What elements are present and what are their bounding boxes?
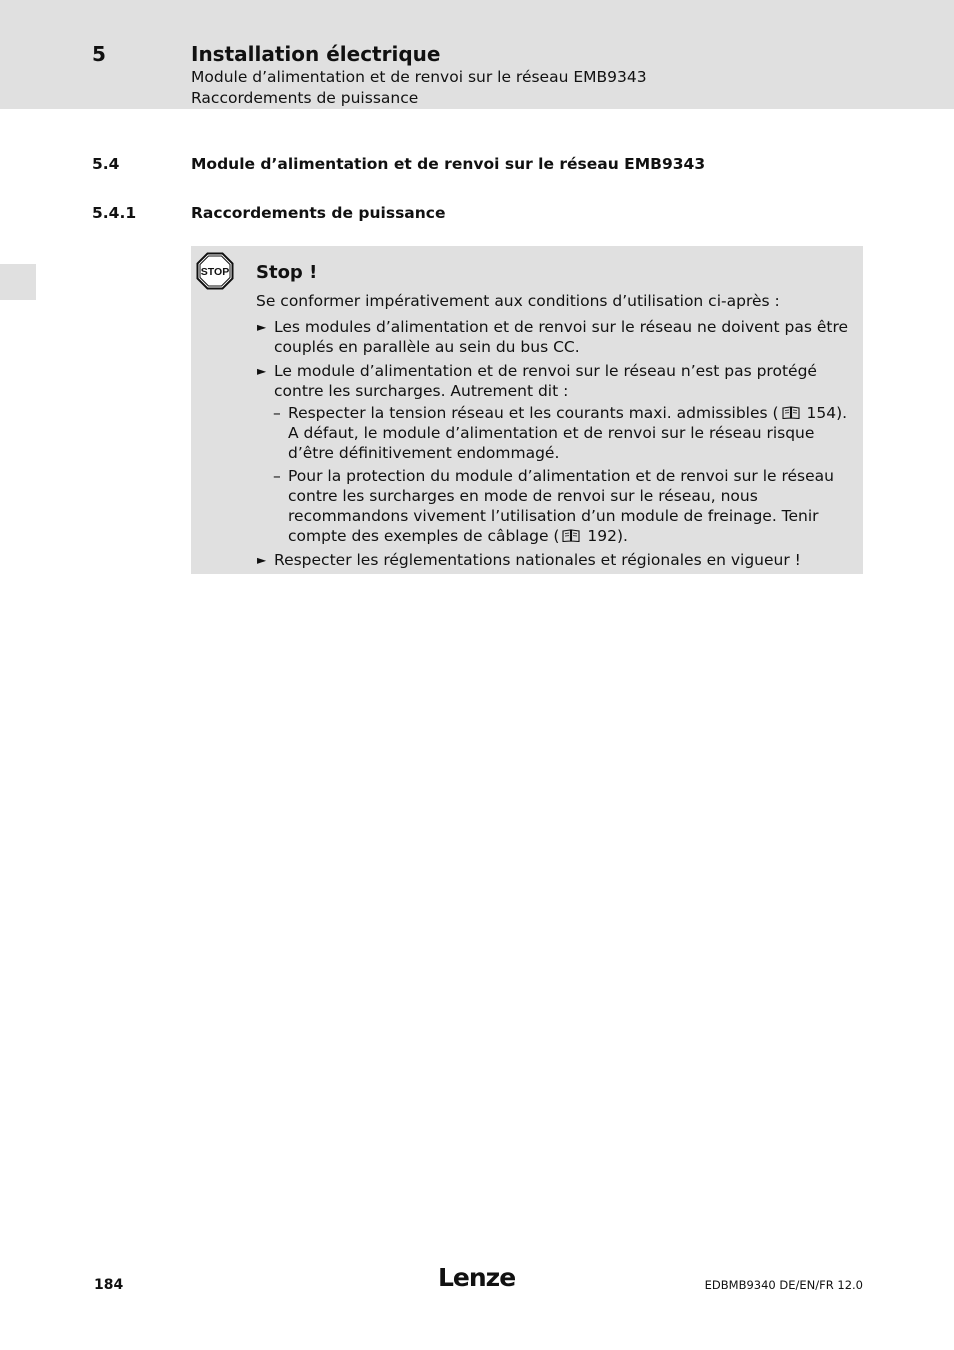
header-band: [0, 0, 954, 109]
subsection-number: 5.4.1: [92, 204, 137, 222]
chapter-side-tab: [0, 264, 36, 300]
chapter-number: 5: [92, 42, 106, 66]
stop-warning-box: [191, 246, 863, 574]
bullet-text: Respecter les réglementations nationales et régionales en vigueur !: [274, 551, 801, 569]
dash-text-end: ).: [617, 527, 628, 545]
stop-sign-icon: [196, 252, 234, 290]
bullet-marker: ►: [257, 364, 267, 378]
list-item: [256, 317, 856, 357]
book-reference-icon: [782, 406, 800, 419]
bullet-text: Les modules d’alimentation et de renvoi sur le réseau ne doivent pas être couplés en parallèle au sein du bus CC.: [274, 318, 849, 356]
list-item: [256, 550, 856, 570]
section-title: Module d’alimentation et de renvoi sur le réseau EMB9343: [191, 155, 706, 173]
list-item: [256, 361, 856, 401]
bullet-marker: ►: [257, 320, 267, 334]
sub-list-item: [273, 403, 853, 463]
header-subtitle-2: Raccordements de puissance: [191, 89, 419, 107]
page-number: 184: [94, 1277, 124, 1293]
bullet-text: Le module d’alimentation et de renvoi sur le réseau n’est pas protégé contre les surcharges. Autrement dit :: [274, 362, 817, 400]
stop-icon-label: STOP: [200, 266, 230, 278]
header-subtitle-1: Module d’alimentation et de renvoi sur le réseau EMB9343: [191, 68, 647, 86]
dash-marker: –: [273, 404, 281, 422]
dash-text-start: Pour la protection du module d’alimentation et de renvoi sur le réseau contre les surcharges en mode de renvoi sur le réseau, nous recommandons vivement l’utilisation d’un module de freinage. Tenir compte des exemples de câblage (: [288, 467, 834, 545]
page-reference: 154: [806, 404, 837, 422]
subsection-title: Raccordements de puissance: [191, 204, 446, 222]
dash-text-start: Respecter la tension réseau et les courants maxi. admissibles (: [288, 404, 779, 422]
bullet-marker: ►: [257, 553, 267, 567]
document-reference: EDBMB9340 DE/EN/FR 12.0: [704, 1278, 863, 1292]
dash-text-end: ). A défaut, le module d’alimentation et de renvoi sur le réseau risque d’être définitivement endommagé.: [288, 404, 848, 462]
page-reference: 192: [587, 527, 617, 545]
chapter-title: Installation électrique: [191, 42, 441, 66]
book-reference-icon: [562, 529, 580, 542]
dash-marker: –: [273, 467, 281, 485]
lenze-logo: Lenze: [438, 1263, 516, 1292]
stop-heading: Stop !: [256, 262, 318, 283]
stop-intro: Se conformer impérativement aux conditions d’utilisation ci-après :: [256, 292, 780, 310]
sub-list-item: [273, 466, 853, 546]
section-number: 5.4: [92, 155, 120, 173]
